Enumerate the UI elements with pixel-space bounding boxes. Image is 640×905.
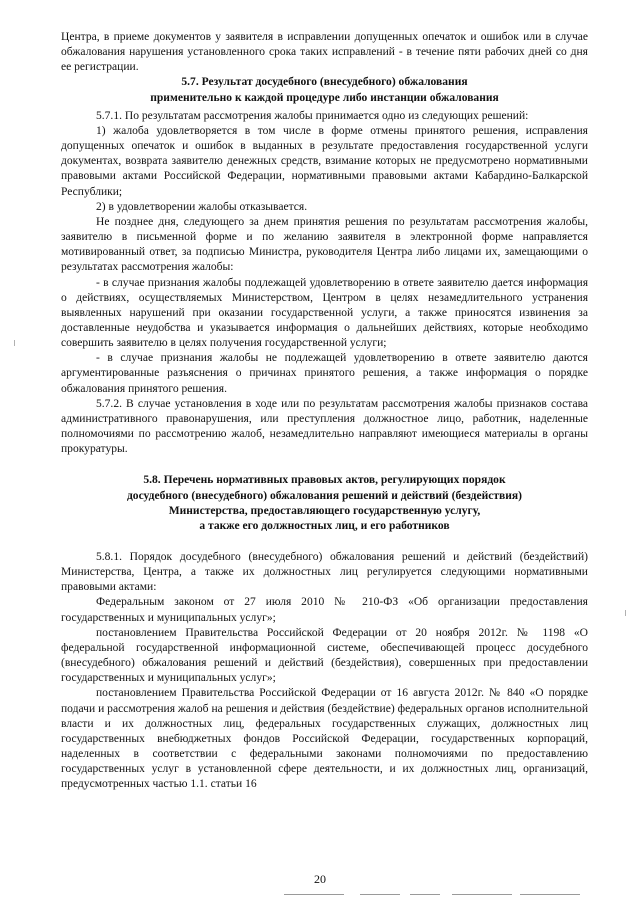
section-5-7-heading-line-1: 5.7. Результат досудебного (внесудебного) обжалования bbox=[181, 76, 468, 89]
paragraph-5-8-1: 5.8.1. Порядок досудебного (внесудебного) обжалования решений и действий (бездействий) Министерства, Центра, а также их должностных лиц регулируется следующими нормативными правовыми актами: bbox=[61, 551, 588, 594]
response-deadline-paragraph: Не позднее дня, следующего за днем принятия решения по результатам рассмотрения жалобы, заявителю в письменной форме и по желанию заявителя в электронной форме направляется мотивированный ответ, за подписью Министра, руководителя Центра либо лицами их, замещающими о результатах рассмотрения жалобы: bbox=[61, 215, 588, 274]
decision-item-1: 1) жалоба удовлетворяется в том числе в форме отмены принятого решения, исправления допущенных опечаток и ошибок в выданных в результате предоставления государственной услуги документах, возврата заявителю денежных средств, взимание которых не предусмотрено нормативными правовыми актами Российской Федерации, нормативными правовыми актами Кабардино-Балкарской Республики; bbox=[61, 124, 588, 198]
paragraph-5-7-1: 5.7.1. По результатам рассмотрения жалобы принимается одно из следующих решений: bbox=[96, 109, 529, 122]
page-number: 20 bbox=[314, 872, 326, 886]
scan-speck bbox=[625, 610, 626, 616]
section-5-8-heading-line-3: Министерства, предоставляющего государственную услугу, bbox=[168, 504, 481, 517]
section-5-8-heading-line-1: 5.8. Перечень нормативных правовых актов, регулирующих порядок bbox=[143, 474, 506, 487]
paragraph-5-7-2: 5.7.2. В случае установления в ходе или по результатам рассмотрения жалобы признаков состава административного правонарушения, или преступления должностное лицо, работник, наделенные полномочиями по рассмотрению жалоб, незамедлительно направляют имеющиеся материалы в органы прокуратуры. bbox=[61, 397, 588, 456]
document-body bbox=[61, 30, 588, 793]
legal-act-federal-law: Федеральным законом от 27 июля 2010 № 210-ФЗ «Об организации предоставления государственных и муниципальных услуг»; bbox=[61, 596, 588, 624]
scan-edge-line bbox=[360, 894, 400, 895]
scan-speck bbox=[14, 340, 15, 346]
legal-act-resolution-840: постановлением Правительства Российской Федерации от 16 августа 2012г. № 840 «О порядке подачи и рассмотрения жалоб на решения и действия (бездействие) федеральных органов исполнительной власти и их должностных лиц, федеральных государственных служащих, должностных лиц государственных внебюджетных фондов Российской Федерации, государственных корпораций, наделенных в соответствии с федеральными законами полномочиями по предоставлению государственных услуг в установленной сфере деятельности, и их должностных лиц, организаций, предусмотренных частью 1.1. статьи 16 bbox=[61, 687, 588, 791]
section-5-7-heading-line-2: применительно к каждой процедуре либо инстанции обжалования bbox=[150, 91, 499, 104]
satisfied-case-paragraph: - в случае признания жалобы подлежащей удовлетворению в ответе заявителю дается информация о действиях, осуществляемых Министерством, Центром в целях незамедлительного устранения выявленных нарушений при оказании государственной услуги, а также приносятся извинения за доставленные неудобства и указывается информация о дальнейших действиях, которые необходимо совершить заявителю в целях получения государственной услуги; bbox=[61, 276, 588, 350]
section-5-8-heading-line-2: досудебного (внесудебного) обжалования решений и действий (бездействия) bbox=[126, 489, 523, 502]
scan-edge-line bbox=[410, 894, 440, 895]
scan-edge-line bbox=[452, 894, 512, 895]
decision-item-2: 2) в удовлетворении жалобы отказывается. bbox=[96, 200, 308, 213]
legal-act-resolution-1198: постановлением Правительства Российской Федерации от 20 ноября 2012г. № 1198 «О федеральной государственной информационной системе, обеспечивающей процесс досудебного (внесудебного) обжалования решений и действий (бездействия), совершенных при предоставлении государственных и муниципальных услуг»; bbox=[61, 626, 588, 685]
rejected-case-paragraph: - в случае признания жалобы не подлежащей удовлетворению в ответе заявителю даются аргументированные разъяснения о причинах принятого решения, а также информация о порядке обжалования принятого решения. bbox=[61, 352, 588, 395]
continuation-paragraph: Центра, в приеме документов у заявителя в исправлении допущенных опечаток и ошибок или в случае обжалования нарушения установленного срока таких исправлений - в течение пяти рабочих дней со дня ее регистрации. bbox=[61, 31, 588, 74]
scan-edge-line bbox=[520, 894, 580, 895]
scan-edge-line bbox=[284, 894, 344, 895]
section-5-8-heading-line-4: а также его должностных лиц, и его работников bbox=[199, 519, 450, 532]
